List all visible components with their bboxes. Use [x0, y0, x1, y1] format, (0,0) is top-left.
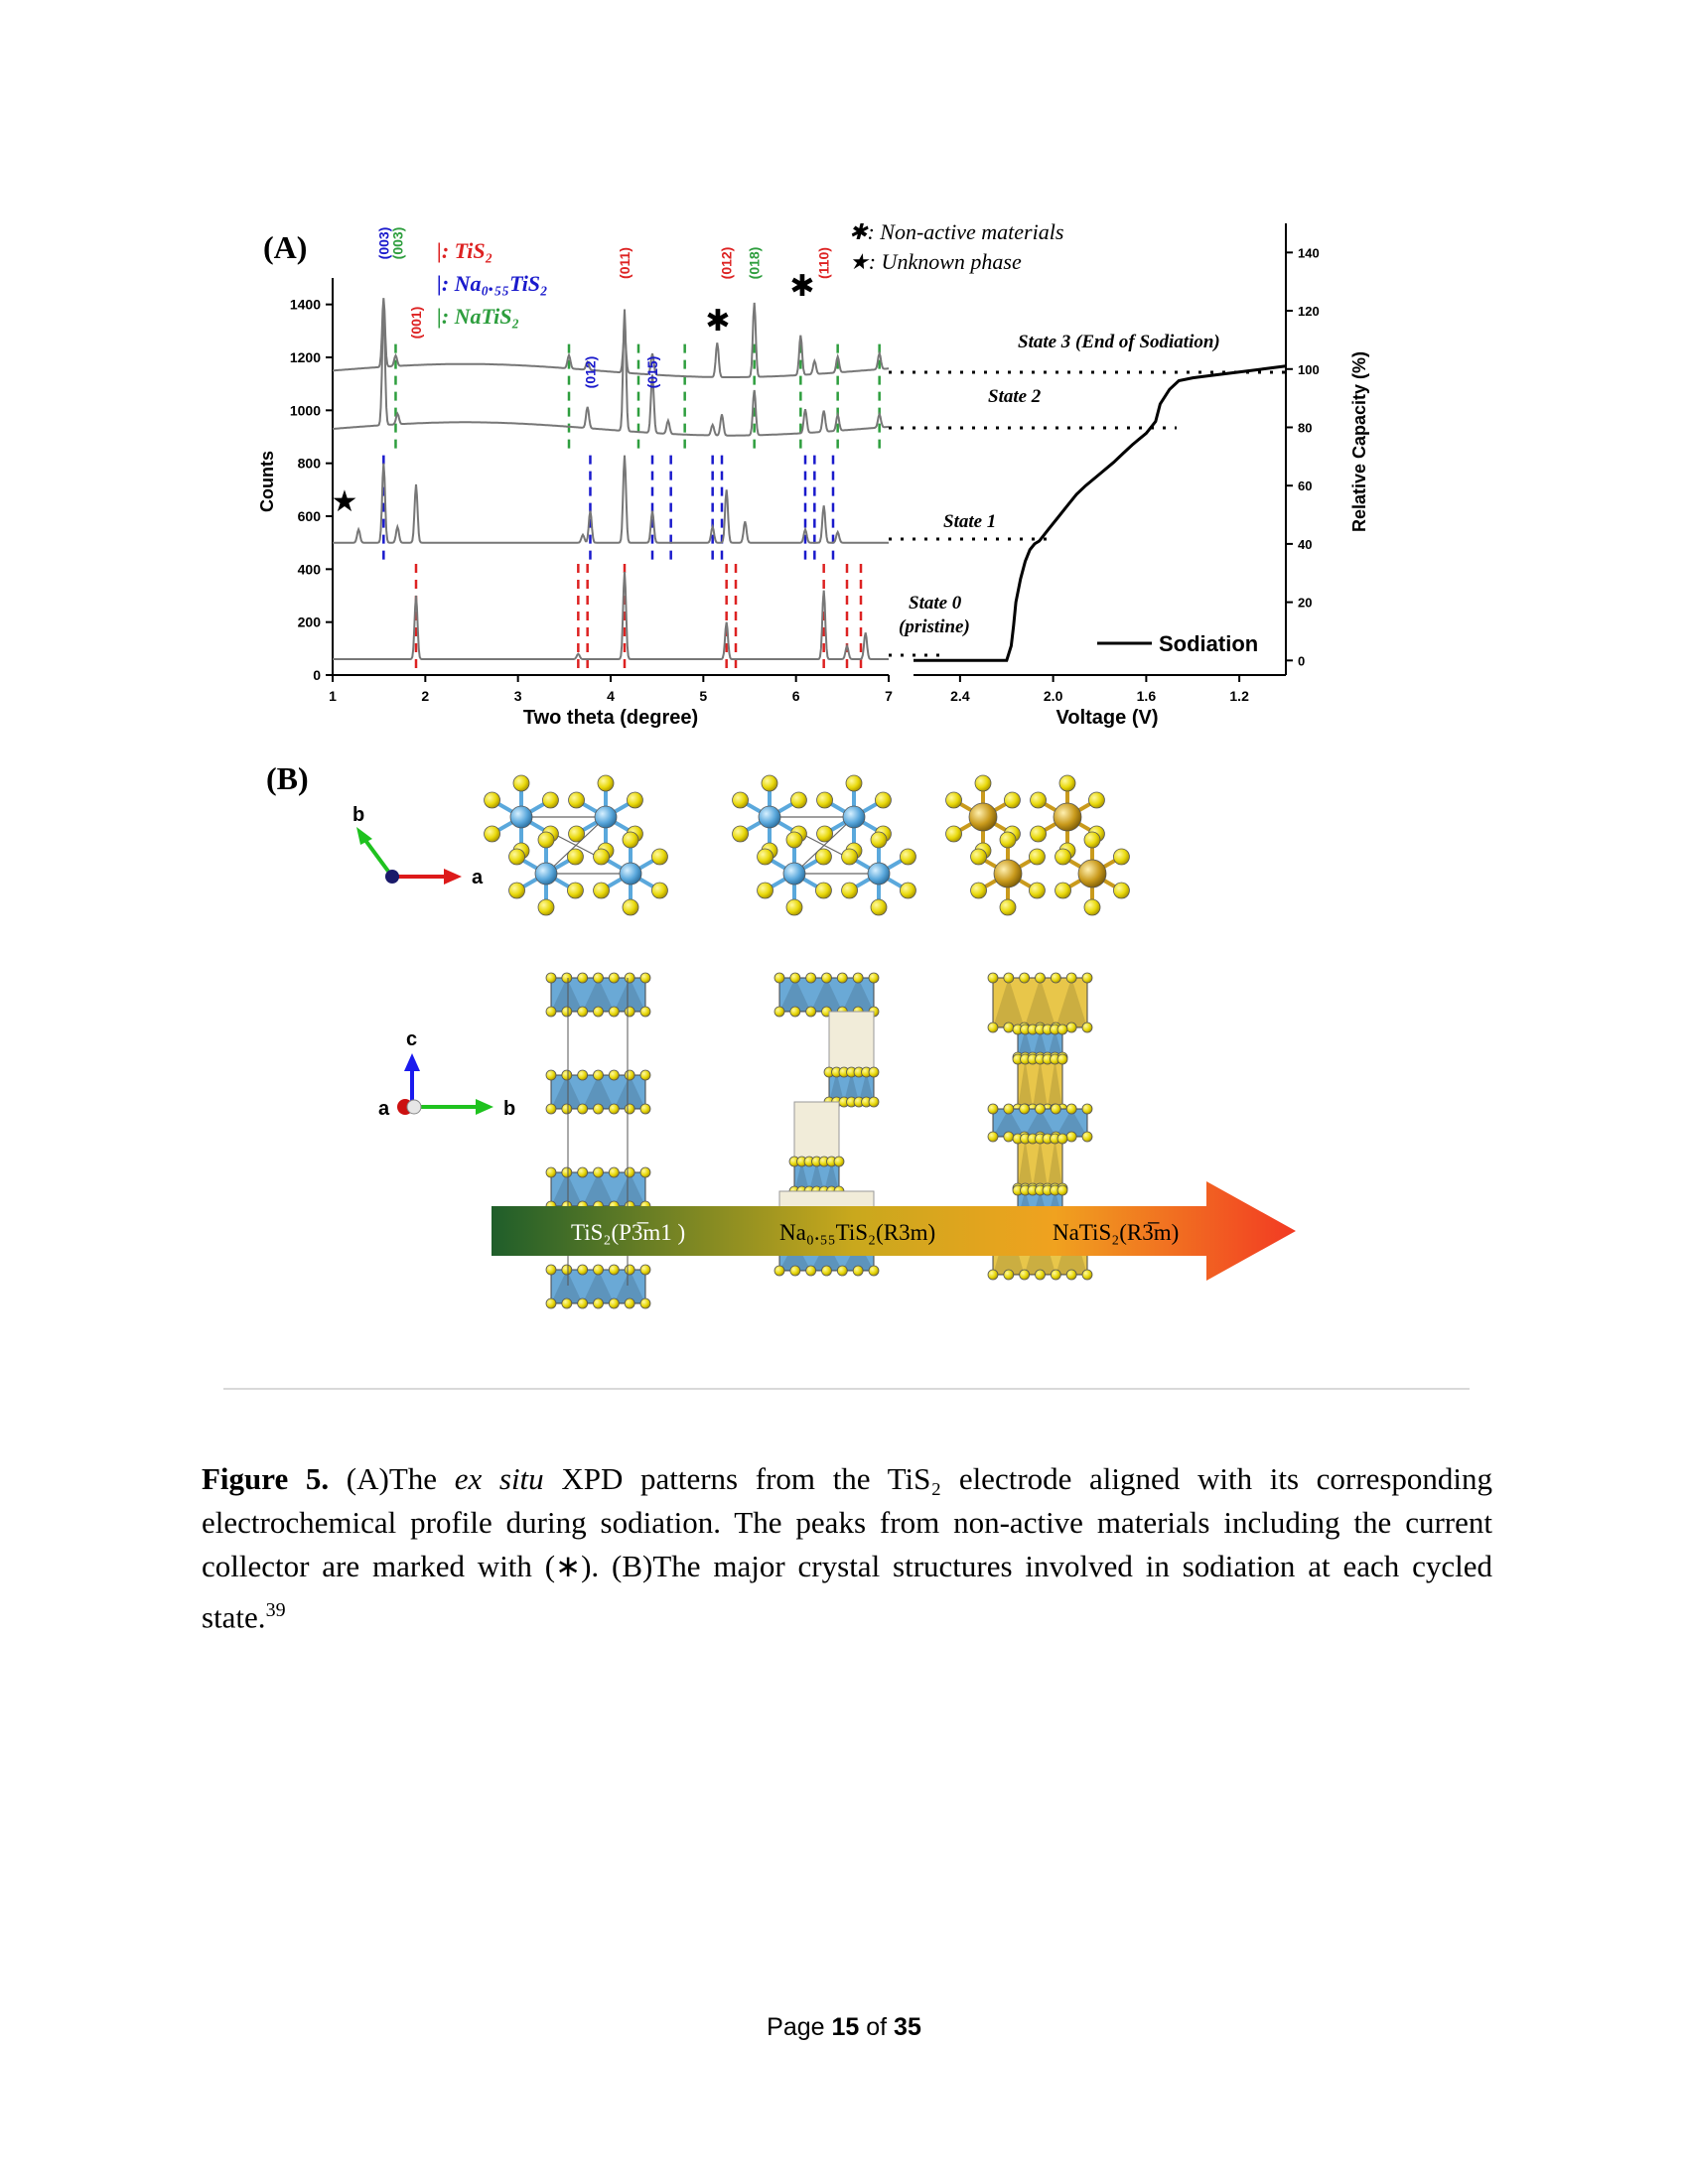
- caption-text-1: (A)The: [329, 1461, 455, 1496]
- s-atom: [1066, 1132, 1076, 1142]
- s-atom: [1088, 792, 1104, 808]
- xrd-x-tick-label: 7: [885, 688, 893, 704]
- na-atom: [1078, 860, 1106, 887]
- s-atom: [875, 792, 891, 808]
- s-atom: [562, 1265, 572, 1275]
- xrd-peak-index-label: (012): [718, 246, 735, 280]
- top-view-na055: [733, 775, 916, 915]
- s-atom: [1057, 1024, 1067, 1034]
- s-atom: [988, 973, 998, 983]
- ti-atom: [783, 863, 805, 885]
- s-atom: [1029, 883, 1045, 898]
- s-atom: [1057, 1185, 1067, 1195]
- s-atom: [569, 792, 585, 808]
- s-atom: [758, 849, 774, 865]
- axis-triad-ab: [352, 804, 484, 888]
- nonactive-asterisk-2: ✱: [789, 270, 815, 303]
- axis-label-b-bottom: b: [503, 1098, 516, 1120]
- s-atom: [625, 1104, 634, 1114]
- echem-y-tick-label: 20: [1298, 595, 1313, 611]
- s-atom: [546, 1265, 556, 1275]
- s-atom: [853, 973, 863, 983]
- s-atom: [871, 899, 887, 915]
- s-atom: [640, 1007, 650, 1017]
- na-atom: [1054, 803, 1081, 831]
- footer-of: of: [859, 2013, 895, 2041]
- echem-y-tick-label: 60: [1298, 478, 1313, 494]
- s-atom: [806, 973, 816, 983]
- s-atom: [1004, 792, 1020, 808]
- s-atom: [562, 1298, 572, 1308]
- s-atom: [1029, 849, 1045, 865]
- s-atom: [1020, 1270, 1030, 1280]
- state2-label: State 2: [988, 386, 1042, 407]
- s-atom: [562, 1167, 572, 1177]
- s-atom: [815, 883, 831, 898]
- state-labels: [899, 332, 1220, 637]
- s-atom: [1059, 775, 1075, 791]
- echem-y-tick-label: 140: [1298, 245, 1320, 261]
- s-atom: [538, 832, 554, 848]
- ti-atom: [759, 806, 780, 828]
- legend-tis2: TiS₂: [454, 238, 493, 263]
- s-atom: [562, 973, 572, 983]
- s-atom: [790, 973, 800, 983]
- s-atom: [609, 1167, 619, 1177]
- caption-label: Figure 5.: [202, 1461, 330, 1496]
- axis-label-a-top: a: [472, 867, 484, 888]
- s-atom: [790, 1266, 800, 1276]
- s-atom: [1082, 1270, 1092, 1280]
- xrd-y-tick-label: 200: [297, 614, 321, 630]
- s-atom: [625, 1298, 634, 1308]
- echem-x-tick-label: 1.6: [1136, 688, 1157, 704]
- s-atom: [509, 883, 525, 898]
- s-atom: [774, 1007, 784, 1017]
- figure-caption: [202, 1457, 1492, 1639]
- s-atom: [869, 1067, 879, 1077]
- s-atom: [790, 792, 806, 808]
- s-atom: [578, 1104, 588, 1114]
- s-atom: [625, 1007, 634, 1017]
- s-atom: [1066, 1270, 1076, 1280]
- octahedron-layer: [546, 1070, 650, 1114]
- na-atom: [994, 860, 1022, 887]
- s-atom: [869, 973, 879, 983]
- echem-y-tick-label: 0: [1298, 653, 1306, 669]
- caption-text-2: XPD patterns from the TiS₂ electrode aligned with its corresponding electrochemical profile during sodiation. The peaks from non-active materials including the current collector are marked with (∗). (B)The major crystal structures involved in sodiation at each cycled state.: [202, 1461, 1493, 1635]
- s-atom: [900, 849, 915, 865]
- svg-text:|: TiS₂: |: TiS₂: [437, 238, 493, 263]
- s-atom: [625, 973, 634, 983]
- xrd-peak-index-label: (003): [375, 226, 392, 260]
- footer-page-total: 35: [894, 2013, 921, 2041]
- s-atom: [1057, 1134, 1067, 1144]
- s-atom: [562, 1104, 572, 1114]
- s-atom: [988, 1023, 998, 1032]
- phase1-label: TiS₂(P3̅m1 ): [571, 1220, 686, 1245]
- octahedron-layer: [824, 1067, 879, 1107]
- s-atom: [946, 826, 962, 842]
- s-atom: [569, 826, 585, 842]
- s-atom: [1066, 973, 1076, 983]
- s-atom: [733, 826, 749, 842]
- s-atom: [1036, 1104, 1046, 1114]
- s-atom: [837, 1266, 847, 1276]
- xrd-peak-index-label: (011): [617, 247, 633, 279]
- octahedron-layer: [546, 1265, 650, 1308]
- s-atom: [774, 973, 784, 983]
- s-atom: [837, 973, 847, 983]
- s-atom: [1051, 1270, 1060, 1280]
- xrd-y-tick-label: 600: [297, 508, 321, 524]
- figure-5: [223, 204, 1475, 1375]
- s-atom: [1004, 1023, 1014, 1032]
- s-atom: [1055, 849, 1071, 865]
- xrd-y-tick-label: 1400: [289, 296, 321, 313]
- s-atom: [594, 1167, 604, 1177]
- s-atom: [578, 1007, 588, 1017]
- s-atom: [609, 1104, 619, 1114]
- s-atom: [1020, 1104, 1030, 1114]
- xrd-peak-index-label: (001): [408, 306, 424, 340]
- s-atom: [546, 1007, 556, 1017]
- s-atom: [485, 792, 500, 808]
- octahedron-layer: [546, 1167, 650, 1211]
- s-atom: [1057, 1054, 1067, 1064]
- s-atom: [806, 1007, 816, 1017]
- s-atom: [1031, 792, 1047, 808]
- s-atom: [853, 1266, 863, 1276]
- s-atom: [578, 1167, 588, 1177]
- s-atom: [1004, 1270, 1014, 1280]
- echem-y-tick-label: 80: [1298, 420, 1313, 436]
- s-atom: [869, 1097, 879, 1107]
- s-atom: [594, 1007, 604, 1017]
- s-atom: [1051, 973, 1060, 983]
- ti-atom: [843, 806, 865, 828]
- s-atom: [625, 1265, 634, 1275]
- echem-chart: [914, 223, 1369, 729]
- xrd-y-tick-label: 800: [297, 455, 321, 472]
- s-atom: [640, 973, 650, 983]
- top-view-natis2: [946, 775, 1130, 915]
- s-atom: [578, 973, 588, 983]
- s-atom: [822, 1266, 832, 1276]
- xrd-y-tick-label: 1200: [289, 349, 321, 365]
- s-atom: [1004, 973, 1014, 983]
- s-atom: [485, 826, 500, 842]
- echem-x-tick-label: 2.4: [950, 688, 970, 704]
- svg-text:|: NaTiS₂: |: NaTiS₂: [437, 304, 520, 329]
- s-atom: [1066, 1023, 1076, 1032]
- echem-ylabel: Relative Capacity (%): [1349, 350, 1369, 533]
- s-atom: [567, 883, 583, 898]
- state0-sub: (pristine): [899, 616, 970, 637]
- xrd-y-tick-label: 400: [297, 561, 321, 578]
- s-atom: [869, 1266, 879, 1276]
- s-atom: [640, 1167, 650, 1177]
- s-atom: [594, 1104, 604, 1114]
- s-atom: [975, 775, 991, 791]
- legend-nonactive: : Non-active materials: [867, 219, 1064, 244]
- s-atom: [1066, 1104, 1076, 1114]
- state3-label: State 3 (End of Sodiation): [1018, 332, 1220, 352]
- s-atom: [1082, 973, 1092, 983]
- s-atom: [806, 1266, 816, 1276]
- echem-x-tick-label: 2.0: [1043, 688, 1063, 704]
- svg-text:★: Unknown phase: ★: Unknown phase: [849, 249, 1022, 274]
- nonactive-asterisk-1: ✱: [705, 305, 731, 338]
- s-atom: [651, 883, 667, 898]
- s-atom: [609, 1265, 619, 1275]
- s-atom: [988, 1132, 998, 1142]
- page-footer: [0, 2013, 1688, 2042]
- echem-y-tick-label: 100: [1298, 361, 1320, 377]
- ti-atom: [595, 806, 617, 828]
- footer-prefix: Page: [767, 2013, 832, 2041]
- s-atom: [846, 775, 862, 791]
- octahedron-layer: [789, 1157, 844, 1196]
- s-atom: [946, 792, 962, 808]
- s-atom: [567, 849, 583, 865]
- s-atom: [640, 1298, 650, 1308]
- xrd-x-tick-label: 4: [607, 688, 615, 704]
- s-atom: [790, 1007, 800, 1017]
- s-atom: [594, 973, 604, 983]
- s-atom: [842, 849, 858, 865]
- octahedron-layer: [546, 973, 650, 1017]
- xrd-peak-index-label: (012): [582, 355, 599, 389]
- legend-natis2: NaTiS₂: [454, 304, 520, 329]
- s-atom: [562, 1070, 572, 1080]
- s-atom: [598, 775, 614, 791]
- top-view-tis2: [485, 775, 668, 915]
- phase-legend: [437, 238, 548, 329]
- echem-y-tick-label: 40: [1298, 536, 1313, 552]
- s-atom: [842, 883, 858, 898]
- s-atom: [774, 1266, 784, 1276]
- s-atom: [542, 792, 558, 808]
- s-atom: [971, 849, 987, 865]
- s-atom: [538, 899, 554, 915]
- s-atom: [609, 1007, 619, 1017]
- s-atom: [594, 883, 610, 898]
- ti-atom: [620, 863, 641, 885]
- xrd-x-tick-label: 2: [421, 688, 430, 704]
- s-atom: [609, 1070, 619, 1080]
- axis-triad-cb: [378, 1028, 515, 1120]
- echem-x-tick-label: 1.2: [1229, 688, 1249, 704]
- s-atom: [1020, 973, 1030, 983]
- s-atom: [594, 1070, 604, 1080]
- s-atom: [594, 1265, 604, 1275]
- s-atom: [1113, 849, 1129, 865]
- phase3-label: NaTiS₂(R3̅m): [1053, 1220, 1180, 1245]
- figure-divider: [223, 1388, 1470, 1390]
- footer-page-number: 15: [831, 2013, 860, 2041]
- s-atom: [762, 775, 777, 791]
- s-atom: [758, 883, 774, 898]
- side-view-tis2: [546, 973, 650, 1308]
- s-atom: [1036, 1270, 1046, 1280]
- caption-emphasis: ex situ: [454, 1461, 544, 1496]
- s-atom: [625, 1070, 634, 1080]
- s-atom: [1000, 899, 1016, 915]
- s-atom: [1000, 832, 1016, 848]
- s-atom: [1004, 1132, 1014, 1142]
- s-atom: [1084, 832, 1100, 848]
- s-atom: [546, 1167, 556, 1177]
- xrd-pattern-line: [333, 456, 889, 543]
- s-atom: [546, 973, 556, 983]
- s-atom: [578, 1298, 588, 1308]
- s-atom: [988, 1104, 998, 1114]
- sodiation-legend-label: Sodiation: [1159, 631, 1259, 656]
- legend-unknown: : Unknown phase: [868, 249, 1022, 274]
- xrd-xlabel: Two theta (degree): [522, 707, 699, 729]
- s-atom: [1082, 1023, 1092, 1032]
- s-atom: [900, 883, 915, 898]
- xrd-y-tick-label: 0: [313, 667, 321, 683]
- ti-atom: [535, 863, 557, 885]
- s-atom: [640, 1104, 650, 1114]
- caption-reference: 39: [265, 1599, 286, 1621]
- xrd-peak-index-label: (018): [746, 246, 763, 280]
- s-atom: [546, 1298, 556, 1308]
- octahedron-layer: [774, 973, 879, 1017]
- s-atom: [546, 1104, 556, 1114]
- s-atom: [578, 1070, 588, 1080]
- xrd-y-tick-label: 1000: [289, 402, 321, 419]
- na-atom: [969, 803, 997, 831]
- xrd-x-tick-label: 1: [329, 688, 337, 704]
- s-atom: [627, 792, 642, 808]
- axis-label-b-top: b: [352, 804, 365, 826]
- s-atom: [609, 973, 619, 983]
- s-atom: [834, 1157, 844, 1166]
- s-atom: [578, 1265, 588, 1275]
- s-atom: [594, 1298, 604, 1308]
- panel-b-label: (B): [266, 760, 309, 796]
- s-atom: [1031, 826, 1047, 842]
- xrd-ylabel: Counts: [257, 451, 277, 512]
- state1-label: State 1: [943, 511, 997, 532]
- axis-label-a-bottom: a: [378, 1098, 390, 1120]
- na-layer: [794, 1102, 839, 1161]
- xrd-x-tick-label: 6: [791, 688, 800, 704]
- phase2-label: Na₀.₅₅TiS₂(R3m): [779, 1220, 936, 1245]
- unknown-phase-star: ★: [331, 485, 358, 518]
- state0-label: State 0: [909, 593, 962, 614]
- xrd-peak-index-label: (015): [644, 355, 660, 389]
- s-atom: [623, 832, 638, 848]
- xrd-x-tick-label: 3: [513, 688, 522, 704]
- panel-a-label: (A): [263, 229, 308, 265]
- xrd-peak-index-label: (110): [815, 247, 832, 279]
- s-atom: [609, 1298, 619, 1308]
- s-atom: [822, 973, 832, 983]
- xrd-chart: [257, 227, 893, 729]
- xrd-x-tick-label: 5: [699, 688, 708, 704]
- octahedron-layer: [988, 973, 1092, 1032]
- legend-na055: Na₀.₅₅TiS₂: [454, 271, 548, 296]
- s-atom: [1055, 883, 1071, 898]
- s-atom: [733, 792, 749, 808]
- s-atom: [988, 1270, 998, 1280]
- s-atom: [509, 849, 525, 865]
- s-atom: [871, 832, 887, 848]
- echem-y-tick-label: 120: [1298, 304, 1320, 320]
- s-atom: [1082, 1104, 1092, 1114]
- marker-legend: [849, 219, 1063, 274]
- svg-text:✱: Non-active materials: ✱: Non-active materials: [849, 219, 1064, 244]
- s-atom: [786, 899, 802, 915]
- s-atom: [817, 792, 833, 808]
- s-atom: [1113, 883, 1129, 898]
- s-atom: [1084, 899, 1100, 915]
- ti-atom: [868, 863, 890, 885]
- ti-atom: [510, 806, 532, 828]
- echem-xlabel: Voltage (V): [1055, 707, 1159, 729]
- s-atom: [1036, 973, 1046, 983]
- s-atom: [651, 849, 667, 865]
- xrd-peak-index-label: (003): [389, 226, 406, 260]
- s-atom: [815, 849, 831, 865]
- octahedron-layer: [1013, 1134, 1067, 1193]
- na-layer: [829, 1012, 874, 1071]
- s-atom: [786, 832, 802, 848]
- s-atom: [1004, 1104, 1014, 1114]
- s-atom: [640, 1070, 650, 1080]
- s-atom: [971, 883, 987, 898]
- s-atom: [625, 1167, 634, 1177]
- s-atom: [1051, 1104, 1060, 1114]
- s-atom: [1082, 1132, 1092, 1142]
- axis-label-c: c: [406, 1028, 418, 1050]
- s-atom: [562, 1007, 572, 1017]
- s-atom: [594, 849, 610, 865]
- s-atom: [546, 1070, 556, 1080]
- s-atom: [623, 899, 638, 915]
- s-atom: [817, 826, 833, 842]
- svg-text:|: Na₀.₅₅TiS₂: |: Na₀.₅₅TiS₂: [437, 271, 548, 296]
- s-atom: [640, 1265, 650, 1275]
- s-atom: [513, 775, 529, 791]
